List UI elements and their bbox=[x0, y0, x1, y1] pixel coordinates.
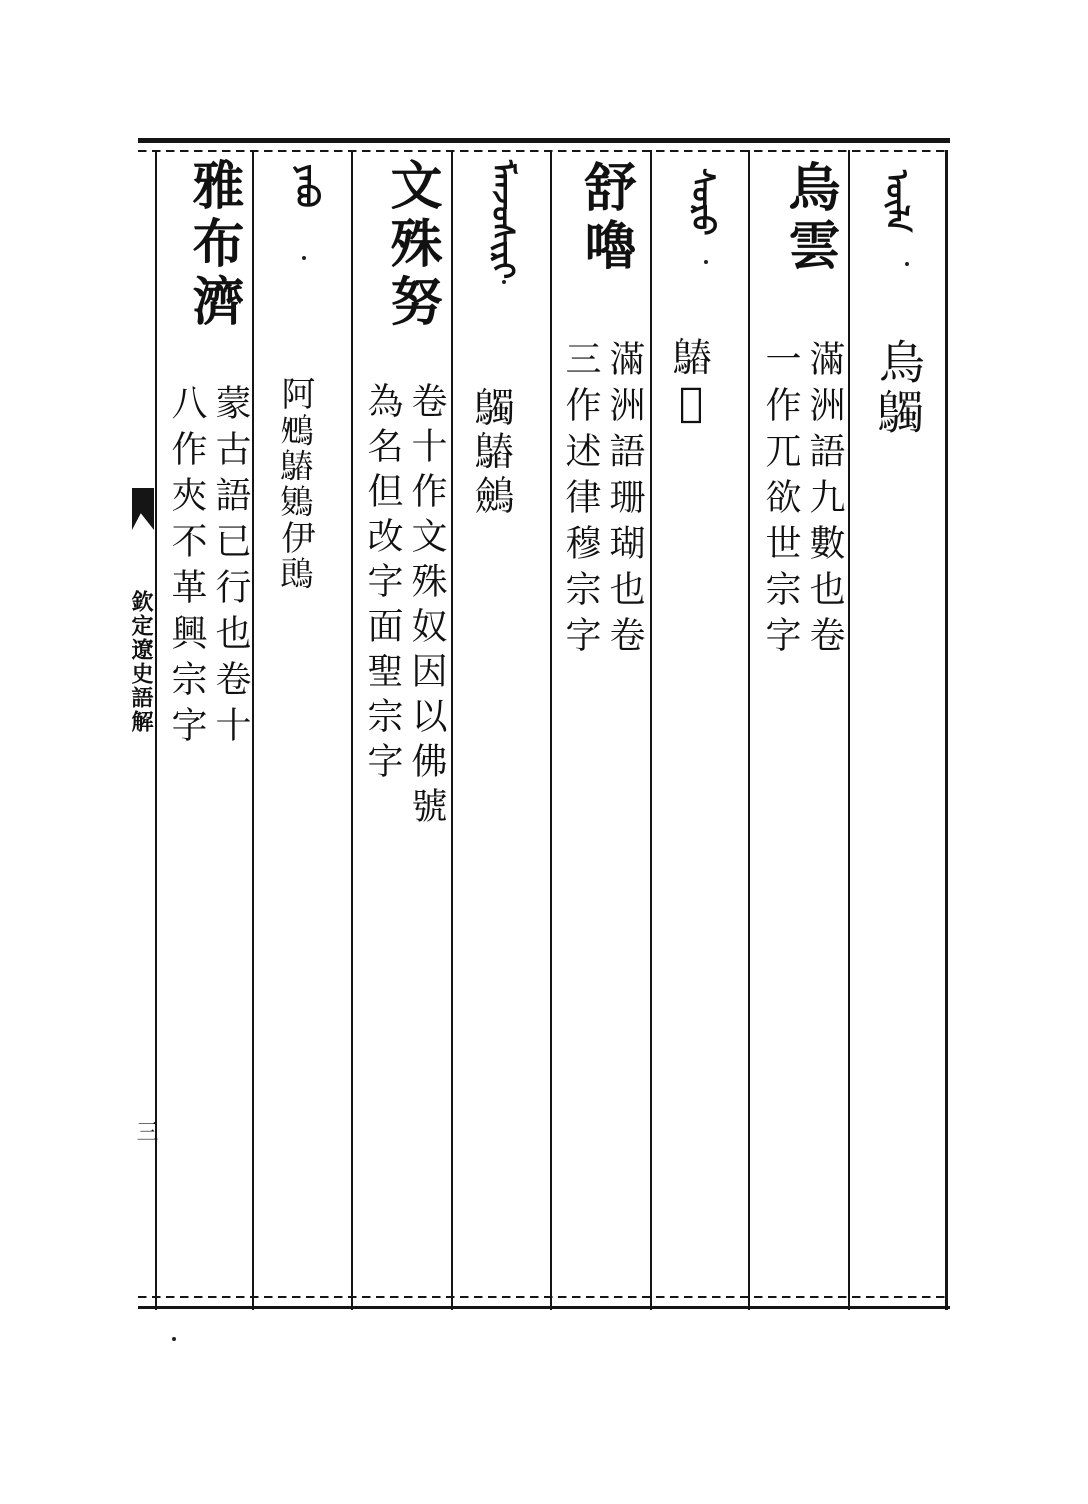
gloss-line: 蒙古語已行也卷十 bbox=[210, 384, 251, 752]
radical-gloss: 阿𪀈𪄻𪃃伊𪁜 bbox=[275, 376, 315, 592]
gloss-line: 八作夾不革興宗字 bbox=[166, 384, 207, 752]
entry-dot bbox=[302, 256, 306, 260]
right-border bbox=[945, 150, 948, 1310]
top-border-dashed bbox=[138, 150, 950, 152]
column-divider bbox=[748, 150, 750, 1310]
mongol-script-entry: ᠥᠯᠡ bbox=[879, 170, 914, 233]
entry-dot bbox=[502, 280, 506, 284]
column-divider bbox=[848, 150, 850, 1310]
gloss-line: 滿洲語九數也卷 bbox=[804, 340, 845, 662]
headword: 雅布濟 bbox=[183, 158, 244, 332]
entry-dot bbox=[704, 260, 708, 264]
headword: 舒嚕 bbox=[575, 160, 636, 276]
radical-gloss: 烏𪇆 bbox=[872, 338, 926, 438]
bottom-border-dashed bbox=[138, 1296, 950, 1298]
radical-gloss: 𪄻𪄨 bbox=[668, 336, 714, 430]
margin-book-title: 欽定遼史語解 bbox=[128, 590, 154, 734]
column-divider bbox=[550, 150, 552, 1310]
bottom-border-thick bbox=[138, 1306, 950, 1309]
headword: 文殊努 bbox=[381, 158, 442, 332]
entry-dot bbox=[905, 262, 909, 266]
gloss-line: 為名但改字面聖宗字 bbox=[362, 382, 403, 787]
gloss-line: 滿洲語珊瑚也卷 bbox=[604, 340, 645, 662]
top-border-thick bbox=[138, 138, 950, 143]
column-divider bbox=[451, 150, 453, 1310]
headword: 烏雲 bbox=[779, 160, 840, 276]
fish-tail-mark bbox=[132, 488, 154, 530]
margin-leaf-number: 三 bbox=[133, 1120, 158, 1142]
mongol-script-entry: ᠶᠠᠪᠤ bbox=[289, 164, 324, 208]
column-divider bbox=[351, 150, 353, 1310]
radical-gloss: 𪇆𪄻𪇇 bbox=[470, 386, 516, 518]
mongol-script-entry: ᠮᠠᠨᠵᠤᠰᠢᠷᠢ bbox=[485, 160, 520, 280]
gloss-line: 卷十作文殊奴因以佛號 bbox=[406, 382, 447, 832]
column-divider bbox=[650, 150, 652, 1310]
gloss-line: 一作兀欲世宗字 bbox=[760, 340, 801, 662]
mongol-script-entry: ᠰᠤᠷᠤ bbox=[685, 168, 720, 236]
gloss-line: 三作述律穆宗字 bbox=[560, 340, 601, 662]
ink-speck bbox=[172, 1337, 176, 1341]
